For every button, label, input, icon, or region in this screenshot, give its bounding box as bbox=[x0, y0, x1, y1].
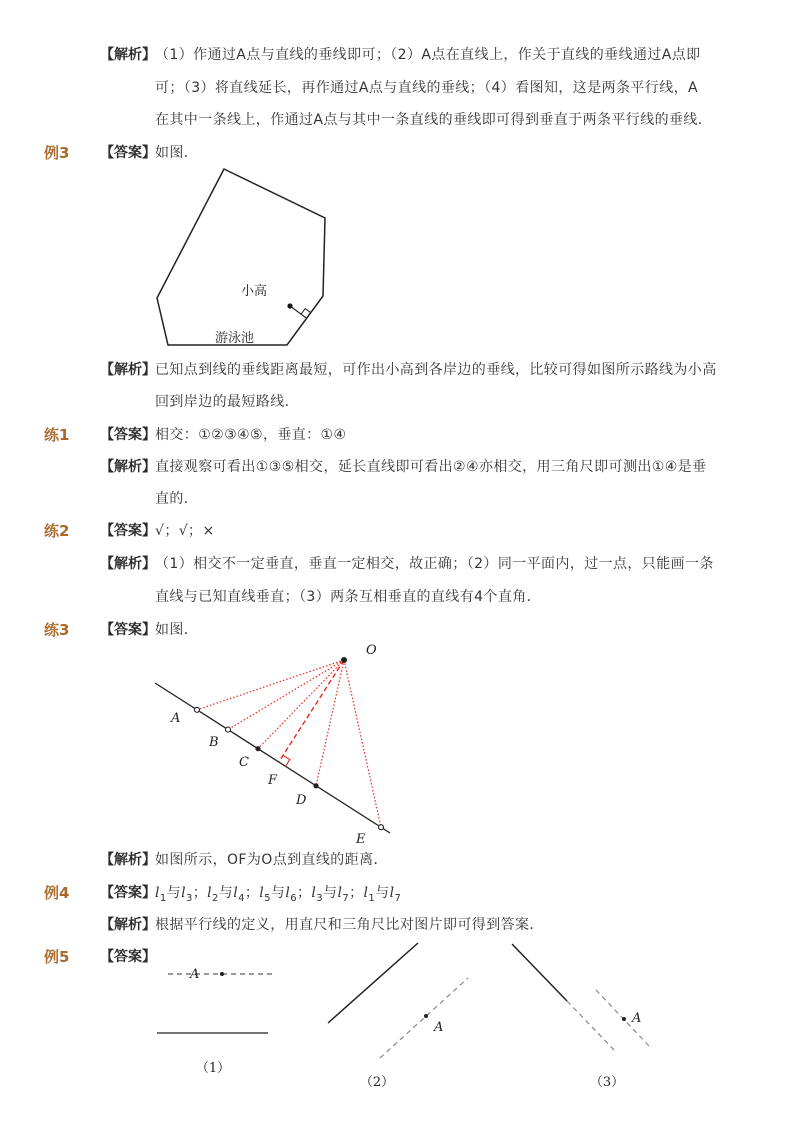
analysis-tag: 【解析】 bbox=[100, 556, 156, 572]
pr1-analysis-line-1 bbox=[0, 456, 800, 478]
intro-analysis-line-2 bbox=[0, 77, 800, 99]
answer-tag: 【答案】 bbox=[100, 885, 156, 901]
ex4-answer-row bbox=[0, 882, 800, 904]
answer-tag: 【答案】 bbox=[100, 523, 156, 539]
label-e: E bbox=[356, 832, 366, 847]
point-a bbox=[424, 1014, 428, 1018]
xiaogao-point bbox=[287, 303, 292, 308]
point-a bbox=[195, 707, 200, 712]
analysis-tag: 【解析】 bbox=[100, 459, 156, 475]
figure-caption: （1） bbox=[195, 1061, 231, 1076]
analysis-tag: 【解析】 bbox=[100, 852, 156, 868]
point-a-label: A bbox=[190, 967, 200, 982]
pair-sep: ； bbox=[349, 885, 364, 901]
figure-caption: （3） bbox=[589, 1075, 625, 1090]
line-index: 4 bbox=[238, 892, 245, 904]
point-a-label: A bbox=[632, 1011, 642, 1026]
intro-analysis-line-1 bbox=[0, 44, 800, 66]
point-d bbox=[313, 783, 318, 788]
analysis-text: 如图所示，OF为O点到直线的距离． bbox=[155, 852, 388, 868]
point-a-label: A bbox=[434, 1020, 444, 1035]
pr2-analysis-line-1 bbox=[0, 553, 800, 575]
line-var: l bbox=[285, 885, 291, 901]
ex3-analysis-line-2 bbox=[0, 391, 800, 413]
parallel-figures bbox=[0, 935, 800, 1095]
answer-tag: 【答案】 bbox=[100, 145, 156, 161]
parallel-pair bbox=[363, 885, 402, 904]
analysis-text: 在其中一条线上，作通过A点与其中一条直线的垂线即可得到垂直于两条平行线的垂线． bbox=[155, 112, 713, 128]
practice-label: 练1 bbox=[44, 426, 70, 444]
analysis-text: 直的． bbox=[155, 491, 199, 507]
analysis-text: 可；（3）将直线延长，再作通过A点与直线的垂线；（4）看图知，这是两条平行线，A bbox=[155, 80, 698, 96]
figure-3 bbox=[512, 944, 650, 1090]
analysis-text: 回到岸边的最短路线． bbox=[155, 394, 299, 410]
perpendicular-of bbox=[279, 660, 344, 762]
line-index: 7 bbox=[394, 892, 402, 904]
line-var: l bbox=[233, 885, 239, 901]
label-b: B bbox=[209, 735, 219, 750]
pair-sep: ； bbox=[296, 885, 312, 901]
answer-tag: 【答案】 bbox=[100, 427, 156, 443]
pair-conj: 与 bbox=[375, 885, 390, 901]
point-a bbox=[622, 1017, 626, 1021]
base-line bbox=[155, 683, 390, 833]
example-label: 例5 bbox=[44, 948, 70, 966]
segment-oc bbox=[258, 660, 344, 749]
parallel-pair bbox=[207, 885, 245, 904]
pair-sep: ； bbox=[244, 885, 260, 901]
pr3-analysis-line-1 bbox=[0, 849, 800, 871]
label-f: F bbox=[268, 773, 278, 788]
pair-conj: 与 bbox=[218, 885, 234, 901]
analysis-text: 直接观察可看出①③⑤相交，延长直线即可看出②④亦相交，用三角尺即可测出①④是垂 bbox=[155, 459, 707, 475]
point-c bbox=[255, 746, 260, 751]
example-label: 例3 bbox=[44, 144, 70, 162]
line-var: l bbox=[207, 885, 213, 901]
analysis-text: （1）相交不一定垂直，垂直一定相交，故正确；（2）同一平面内，过一点，只能画一条 bbox=[155, 556, 714, 572]
line-var: l bbox=[259, 885, 265, 901]
line-index: 6 bbox=[290, 892, 297, 904]
line-var: l bbox=[311, 885, 317, 901]
label-d: D bbox=[296, 793, 307, 808]
parallel-pair bbox=[155, 885, 193, 904]
label-a: A bbox=[171, 711, 181, 726]
label-c: C bbox=[239, 755, 249, 770]
analysis-tag: 【解析】 bbox=[100, 362, 156, 378]
pr2-answer-row bbox=[0, 520, 800, 542]
person-label: 小高 bbox=[241, 284, 268, 299]
parallel-pair bbox=[259, 885, 297, 904]
analysis-text: 已知点到线的垂线距离最短，可作出小高到各岸边的垂线，比较可得如图所示路线为小高 bbox=[155, 362, 717, 378]
pool-label: 游泳池 bbox=[215, 331, 255, 346]
ex4-analysis-line-1 bbox=[0, 914, 800, 936]
figure-2 bbox=[328, 943, 468, 1090]
label-o: O bbox=[366, 643, 377, 658]
pool-outline bbox=[157, 169, 325, 345]
example-label: 例4 bbox=[44, 884, 70, 902]
pool-figure bbox=[0, 160, 800, 360]
point-b bbox=[226, 727, 231, 732]
figure-caption: （2） bbox=[359, 1075, 395, 1090]
line-index: 3 bbox=[316, 892, 324, 904]
answer-tag: 【答案】 bbox=[100, 949, 156, 965]
answer-text: 相交：①②③④⑤，垂直：①④ bbox=[155, 427, 347, 443]
extended-dashed-line bbox=[567, 1001, 616, 1052]
line-var: l bbox=[181, 885, 186, 901]
line-var: l bbox=[337, 885, 343, 901]
distance-figure bbox=[0, 638, 800, 848]
pr2-analysis-line-2 bbox=[0, 586, 800, 608]
answer-tag: 【答案】 bbox=[100, 622, 156, 638]
line-index: 5 bbox=[264, 892, 271, 904]
segment-od bbox=[316, 660, 344, 786]
line-index: 1 bbox=[159, 892, 167, 904]
line-index: 7 bbox=[342, 892, 350, 904]
parallel-dashed-line bbox=[380, 978, 468, 1058]
figure-1 bbox=[157, 967, 275, 1076]
point-e bbox=[379, 825, 384, 830]
intro-analysis-line-3 bbox=[0, 109, 800, 131]
line-index: 2 bbox=[212, 892, 219, 904]
point-o bbox=[341, 657, 347, 663]
line-index: 1 bbox=[368, 892, 376, 904]
line-var: l bbox=[155, 885, 160, 901]
analysis-tag: 【解析】 bbox=[100, 917, 156, 933]
line-var: l bbox=[389, 885, 395, 901]
analysis-text: （1）作通过A点与直线的垂线即可；（2）A点在直线上，作关于直线的垂线通过A点即 bbox=[155, 47, 701, 63]
pair-conj: 与 bbox=[270, 885, 286, 901]
pr1-answer-row bbox=[0, 424, 800, 446]
pair-conj: 与 bbox=[166, 885, 182, 901]
given-line bbox=[328, 943, 418, 1023]
analysis-text: 根据平行线的定义，用直尺和三角尺比对图片即可得到答案． bbox=[155, 917, 544, 933]
analysis-tag: 【解析】 bbox=[100, 47, 156, 63]
pair-sep: ； bbox=[192, 885, 208, 901]
answer-text: 如图． bbox=[155, 145, 199, 161]
ex3-analysis-line-1 bbox=[0, 359, 800, 381]
analysis-text: 直线与已知直线垂直；（3）两条互相垂直的直线有4个直角． bbox=[155, 589, 542, 605]
segment-oe bbox=[344, 660, 381, 827]
given-line bbox=[512, 944, 567, 1001]
segment-oa bbox=[197, 660, 344, 710]
practice-label: 练2 bbox=[44, 522, 70, 540]
shortest-path-line bbox=[290, 306, 307, 318]
line-var: l bbox=[363, 885, 369, 901]
answer-text: √；√；× bbox=[155, 523, 215, 539]
line-index: 3 bbox=[185, 892, 193, 904]
answer-text: 如图． bbox=[155, 622, 199, 638]
pair-conj: 与 bbox=[323, 885, 338, 901]
pr1-analysis-line-2 bbox=[0, 488, 800, 510]
answer-text bbox=[155, 882, 401, 904]
practice-label: 练3 bbox=[44, 621, 70, 639]
point-a bbox=[220, 972, 224, 976]
segment-ob bbox=[228, 660, 344, 730]
parallel-pair bbox=[311, 885, 350, 904]
